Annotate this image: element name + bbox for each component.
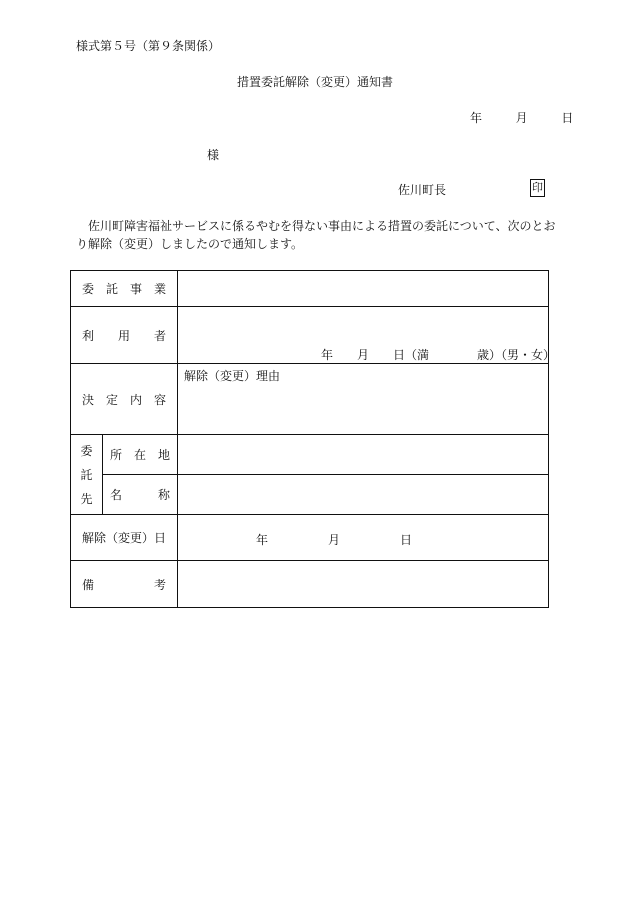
cancellation-date-label: 解除（変更）日 [71, 515, 178, 561]
location-label: 所 在 地 [103, 435, 178, 475]
body-text: 佐川町障害福祉サービスに係るやむを得ない事由による措置の委託について、次のとおり解除（変更）しましたので通知します。 [76, 219, 556, 251]
decision-content-label: 決 定 内 容 [71, 364, 178, 435]
consignee-char-1: 委 [80, 443, 93, 458]
cancellation-date-month: 月 [328, 533, 341, 547]
name-label: 名 称 [103, 475, 178, 515]
name-value[interactable] [178, 475, 549, 515]
consignee-label [71, 435, 103, 515]
consignee-char-2: 託 [80, 467, 93, 482]
date-day-label: 日 [561, 111, 574, 125]
notice-form-table [70, 270, 556, 608]
consignment-business-value[interactable] [178, 271, 549, 307]
cancellation-date-day: 日 [400, 533, 413, 547]
issuer-name: 佐川町長 [398, 183, 447, 197]
consignment-business-label: 委 託 事 業 [71, 271, 178, 307]
user-value[interactable] [178, 307, 556, 364]
form-number: 様式第５号（第９条関係） [76, 39, 221, 53]
remarks-label: 備 考 [71, 561, 178, 608]
user-birthdate-age-sex: 年 月 日（満 歳）（男・女） [321, 348, 556, 362]
cancellation-date-value[interactable] [178, 515, 549, 561]
decision-content-value[interactable] [178, 364, 549, 435]
document-title: 措置委託解除（変更）通知書 [236, 75, 393, 89]
consignee-char-3: 先 [80, 491, 93, 506]
cancellation-date-year: 年 [256, 533, 269, 547]
location-value[interactable] [178, 435, 549, 475]
seal-mark: 印 [530, 179, 545, 197]
date-line [470, 109, 573, 126]
date-year-label: 年 [470, 111, 483, 125]
addressee-honorific: 様 [207, 148, 220, 162]
remarks-value[interactable] [178, 561, 549, 608]
cancellation-reason-label: 解除（変更）理由 [184, 369, 281, 383]
user-label: 利 用 者 [71, 307, 178, 364]
date-month-label: 月 [515, 111, 528, 125]
